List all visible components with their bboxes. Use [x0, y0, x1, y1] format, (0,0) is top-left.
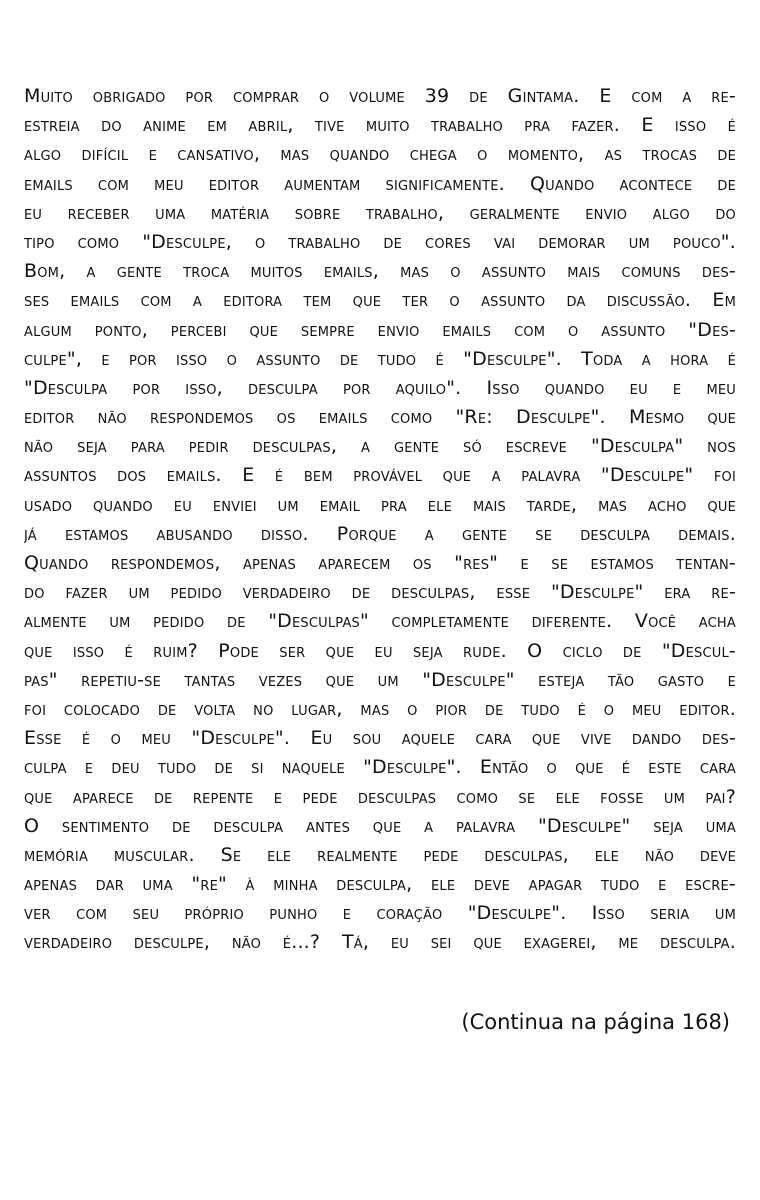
text-line: tipo como "Desculpe, o trabalho de cores vai demorar um pouco". [24, 230, 736, 253]
text-line: usado quando eu enviei um email pra ele mais tarde, mas acho que [24, 493, 736, 516]
text-line: que aparece de repente e pede desculpas como se ele fosse um pai? [24, 785, 736, 808]
text-line: do fazer um pedido verdadeiro de desculpas, esse "Desculpe" era re- [24, 581, 736, 604]
afterword-text [24, 82, 736, 958]
text-line: estreia do anime em abril, tive muito trabalho pra fazer. E isso é [24, 114, 736, 137]
text-line: culpe", e por isso o assunto de tudo é "Desculpe". Toda a hora é [24, 347, 736, 370]
text-line: ver com seu próprio punho e coração "Desculpe". Isso seria um [24, 902, 736, 925]
text-line: editor não respondemos os emails como "Re: Desculpe". Mesmo que [24, 406, 736, 429]
text-line: apenas dar uma "re" à minha desculpa, ele deve apagar tudo e escre- [24, 873, 736, 896]
text-line: algum ponto, percebi que sempre envio emails com o assunto "Des- [24, 318, 736, 341]
text-line: eu receber uma matéria sobre trabalho, geralmente envio algo do [24, 201, 736, 224]
text-line: Bom, a gente troca muitos emails, mas o assunto mais comuns des- [24, 260, 736, 283]
text-line: ses emails com a editora tem que ter o assunto da discussão. Em [24, 289, 736, 312]
text-line: emails com meu editor aumentam significamente. Quando acontece de [24, 172, 736, 195]
text-line: "Desculpa por isso, desculpa por aquilo". Isso quando eu e meu [24, 376, 736, 399]
text-line: Quando respondemos, apenas aparecem os "res" e se estamos tentan- [24, 552, 736, 574]
text-line: assuntos dos emails. E é bem provável que a palavra "Desculpe" foi [24, 464, 736, 487]
continuation-note: (Continua na página 168) [461, 1010, 730, 1034]
text-line: que isso é ruim? Pode ser que eu seja rude. O ciclo de "Descul- [24, 639, 736, 662]
text-line: O sentimento de desculpa antes que a palavra "Desculpe" seja uma [24, 814, 736, 837]
text-line: Muito obrigado por comprar o volume 39 de Gintama. E com a re- [24, 85, 736, 107]
text-line: verdadeiro desculpe, não é...? Tá, eu sei que exagerei, me desculpa. [24, 931, 736, 954]
text-line: Esse é o meu "Desculpe". Eu sou aquele cara que vive dando des- [24, 727, 736, 750]
text-line: pas" repetiu-se tantas vezes que um "Desculpe" esteja tão gasto e [24, 668, 736, 691]
text-line: foi colocado de volta no lugar, mas o pior de tudo é o meu editor. [24, 697, 736, 720]
text-line: algo difícil e cansativo, mas quando chega o momento, as trocas de [24, 143, 736, 166]
text-line: culpa e deu tudo de si naquele "Desculpe". Então o que é este cara [24, 756, 736, 779]
text-line: já estamos abusando disso. Porque a gente se desculpa demais. [24, 522, 736, 545]
text-line: não seja para pedir desculpas, a gente só escreve "Desculpa" nos [24, 435, 736, 458]
text-line: almente um pedido de "Desculpas" completamente diferente. Você acha [24, 610, 736, 633]
text-line: memória muscular. Se ele realmente pede desculpas, ele não deve [24, 843, 736, 866]
